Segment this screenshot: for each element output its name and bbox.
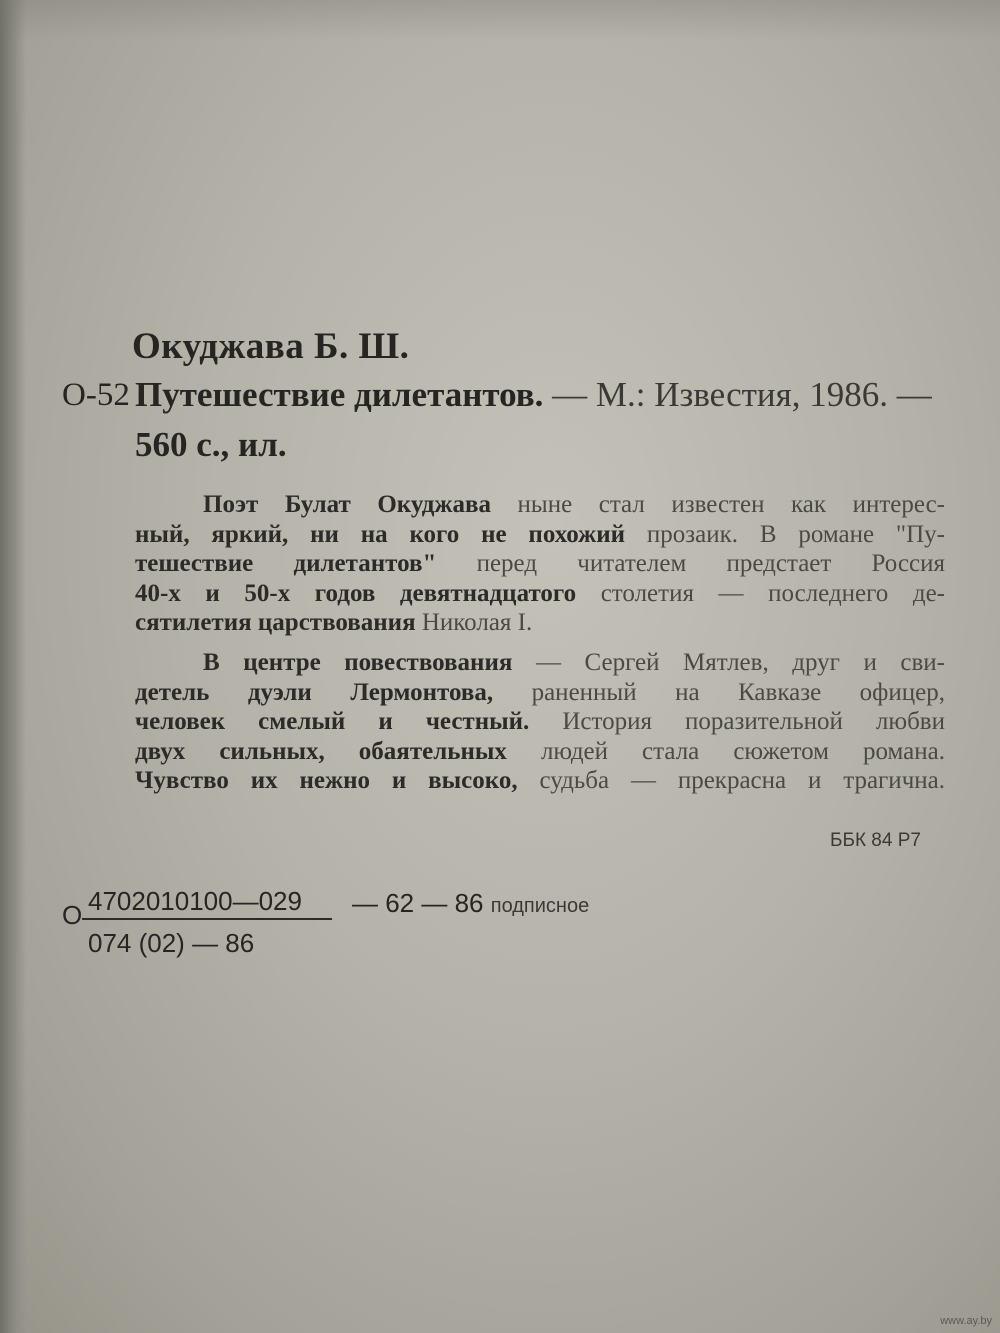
bbk-classification: ББК 84 Р7: [830, 830, 921, 851]
isbn-prefix: О: [62, 900, 83, 930]
page-left-edge-shadow: [0, 0, 26, 1333]
book-author: Окуджава Б. Ш.: [132, 326, 410, 367]
annotation-line: 40-х и 50-х годов девятнадцатого столетия — последнего де-: [135, 579, 945, 607]
page-count: 560 с., ил.: [135, 425, 287, 464]
annotation-line: сятилетия царствования Николая I.: [135, 609, 533, 636]
isbn-suffix-number: — 62 — 86: [352, 888, 484, 918]
annotation-paragraph-1: [135, 490, 945, 638]
site-watermark: www.ay.by: [940, 1315, 992, 1327]
annotation-line: Чувство их нежно и высоко, судьба — прекрасна и трагична.: [135, 767, 945, 794]
isbn-suffix: [352, 888, 589, 919]
annotation-line: человек смелый и честный. История поразительной любви: [135, 708, 945, 735]
catalog-code: О-52: [62, 377, 130, 413]
isbn-numerator: 4702010100—029: [88, 886, 302, 916]
annotation-line: детель дуэли Лермонтова, раненный на Кавказе офицер,: [135, 678, 945, 706]
book-title: Путешествие дилетантов.: [135, 375, 544, 414]
annotation-paragraph-2: [135, 648, 945, 796]
title-line: [135, 375, 932, 415]
annotation-line: двух сильных, обаятельных людей стала сюжетом романа.: [135, 737, 945, 765]
annotation-line: Поэт Булат Окуджава ныне стал известен как интерес-: [203, 491, 945, 518]
isbn-denominator: 074 (02) — 86: [88, 928, 255, 958]
fraction-bar: [82, 918, 332, 920]
publisher-info: — М.: Известия, 1986. —: [543, 375, 932, 414]
annotation-line: В центре повествования — Сергей Мятлев, друг и сви-: [203, 649, 945, 676]
subscription-label: подписное: [490, 895, 590, 917]
annotation-line: тешествие дилетантов" перед читателем предстает Россия: [135, 550, 945, 577]
annotation-line: ный, яркий, ни на кого не похожий прозаик. В романе "Пу-: [135, 520, 945, 548]
page-top-shadow: [0, 0, 1000, 40]
